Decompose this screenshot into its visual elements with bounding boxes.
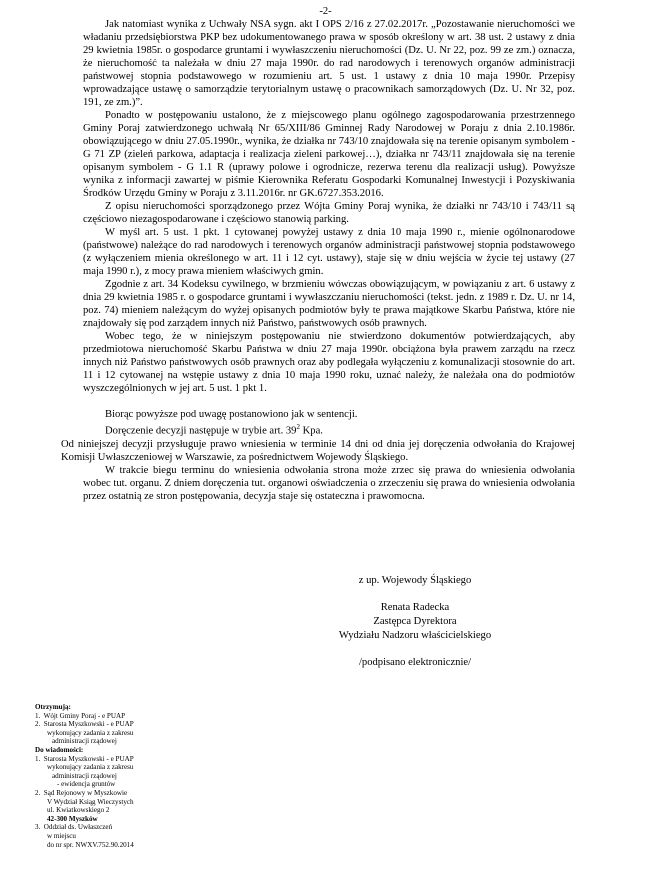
paragraph-appeal-waiver: W trakcie biegu terminu do wniesienia odwołania strona może zrzec się prawa do wniesienia odwołania wobec tut. organu. Z dniem doręczenia tut. organowi oświadczenia o zrzeczeniu się prawa do wniesienia odwołania przez ostatnią ze stron postępowania, decyzja staje się ostateczna i prawomocna. [83, 464, 575, 502]
info-item: 2. Sąd Rejonowy w Myszkowie [35, 788, 128, 797]
delivery-tail: Kpa. [299, 425, 323, 437]
paragraph-decision: Biorąc powyższe pod uwagę postanowiono jak w sentencji. [105, 409, 358, 420]
recipient-item-detail: wykonujący zadania z zakresu [47, 728, 134, 737]
signature-electronic: /podpisano elektronicznie/ [358, 657, 472, 668]
signature-department: Wydziału Nadzoru właścicielskiego [338, 630, 492, 641]
recipient-item-detail: administracji rządowej [52, 737, 117, 746]
recipients-heading: Otrzymują: [35, 703, 71, 711]
paragraph-zoning-plan: Ponadto w postępowaniu ustalono, że z miejscowego planu ogólnego zagospodarowania przestrzennego Gminy Poraj zatwierdzonego uchwałą Nr 65/XIII/86 Gminnej Rady Narodowej w Poraju z dnia 2.10.1986r. obowiązującego w dniu 27.05.1990r., wynika, że działka nr 743/10 znajdowała się na terenie opisanym symbolem - G 71 ZP (zieleń parkowa, adaptacja i realizacja zieleni parkowej…), działka nr 743/11 znajdowała się na terenie opisanym symbolem - G 1.1 R (uprawy polowe i ogrodnicze, rezerwa terenu dla realizacji usług). Powyższe wynika z informacji zawartej w piśmie Kierownika Referatu Gospodarki Komunalnej Inwestycji i Pozyskiwania Środków Urzędu Gminy w Poraju z 3.11.2016r. nr GK.6727.353.2016. [83, 110, 575, 199]
paragraph-property-description: Z opisu nieruchomości sporządzonego przez Wójta Gminy Poraj wynika, że działki nr 743/10 i 743/11 są częściowo niezagospodarowane i częściowo stanowią parking. [83, 201, 575, 225]
paragraph-nsa-resolution: Jak natomiast wynika z Uchwały NSA sygn. akt I OPS 2/16 z 27.02.2017r. „Pozostawanie nieruchomości we władaniu przedsiębiorstwa PKP bez udokumentowanego prawa w sposób określony w art. 38 ust. 2 ustawy z dnia 29 kwietnia 1985r. o gospodarce gruntami i wywłaszczeniu nieruchomości (Dz. U. Nr 22, poz. 99 ze zm.) oznacza, że nieruchomość ta należała w dniu 27 maja 1990r. do rad narodowych i terenowych organów administracji państwowej stopnia podstawowego w rozumieniu art. 5 ust. 1 ustawy z dnia 10 maja 1990r. Przepisy wprowadzające ustawę o samorządzie terytorialnym ustawę o pracownikach samorządowych (Dz. U. Nr 32, poz. 191, ze zm.)”. [83, 19, 575, 108]
info-item-detail: 42-300 Myszków [47, 814, 98, 823]
page-number: -2- [319, 6, 332, 17]
paragraph-civil-code-art34: Zgodnie z art. 34 Kodeksu cywilnego, w brzmieniu wówczas obowiązującym, w powiązaniu z art. 6 ustawy z dnia 29 kwietnia 1985 r. o gospodarce gruntami i wywłaszczaniu nieruchomości (tekst. jedn. z 1989 r. Dz. U. nr 14, poz. 74) mieniem należącym do wyżej opisanych podmiotów były te prawa majątkowe Skarbu Państwa, które nie znajdowały się pod zarządem innych niż Państwo, państwowych osób prawnych. [83, 279, 575, 329]
info-item: 3. Oddział ds. Uwłaszczeń [35, 823, 113, 832]
info-item-detail: w miejscu [47, 831, 76, 840]
recipient-item: 1. Wójt Gminy Poraj - e PUAP [35, 711, 126, 720]
recipients-list [35, 703, 185, 849]
info-item-detail: V Wydział Ksiąg Wieczystych [47, 797, 134, 806]
info-item-detail: - ewidencja gruntów [57, 780, 116, 789]
info-item-detail: do nr spr. NWXV.752.90.2014 [47, 840, 134, 849]
info-item-detail: ul. Kwiatkowskiego 2 [47, 806, 110, 815]
paragraph-gap [83, 395, 575, 408]
paragraph-legal-basis-art5: W myśl art. 5 ust. 1 pkt. 1 cytowanej powyżej ustawy z dnia 10 maja 1990 r., mienie ogólnonarodowe (państwowe) należące do rad narodowych i terenowych organów administracji państwowej stopnia podstawowego (z wyłączeniem mienia określonego w art. 11 i 12 cyt. ustawy), staje się w dniu wejścia w życie tej ustawy (27 maja 1990 r.), z mocy prawa mieniem właściwych gmin. [83, 227, 575, 277]
signature-block [330, 574, 500, 670]
document-body [61, 18, 575, 503]
info-heading: Do wiadomości: [35, 745, 84, 754]
signature-authority: z up. Wojewody Śląskiego [358, 575, 472, 586]
delivery-superscript: 2 [296, 423, 300, 431]
paragraph-delivery [83, 421, 575, 438]
paragraph-appeal: Od niniejszej decyzji przysługuje prawo wniesienia w terminie 14 dni od dnia jej doręczenia odwołania do Krajowej Komisji Uwłaszczeniowej w Warszawie, za pośrednictwem Wojewody Śląskiego. [61, 438, 575, 463]
signature-role: Zastępca Dyrektora [373, 616, 457, 627]
delivery-text: Doręczenie decyzji następuje w trybie art. 39 [105, 425, 297, 437]
recipient-item: 2. Starosta Myszkowski - e PUAP [35, 720, 134, 729]
info-item-detail: wykonujący zadania z zakresu [47, 763, 134, 772]
paragraph-conclusion: Wobec tego, że w niniejszym postępowaniu nie stwierdzono dokumentów potwierdzających, aby przedmiotowa nieruchomość Skarbu Państwa w dniu 27 maja 1990r. obciążona była prawem zarządu na rzecz innych niż Państwo państwowych osób prawnych oraz aby podlegała wyłączeniu z komunalizacji stosownie do art. 11 i 12 cytowanej na wstępie ustawy z dnia 10 maja 1990 roku, uznać należy, że należała ona do podmiotów wyszczególnionych w jej art. 5 ust. 1 pkt 1. [83, 331, 575, 394]
info-item: 1. Starosta Myszkowski - e PUAP [35, 754, 134, 763]
signature-name: Renata Radecka [380, 602, 450, 613]
info-item-detail: administracji rządowej [52, 771, 117, 780]
